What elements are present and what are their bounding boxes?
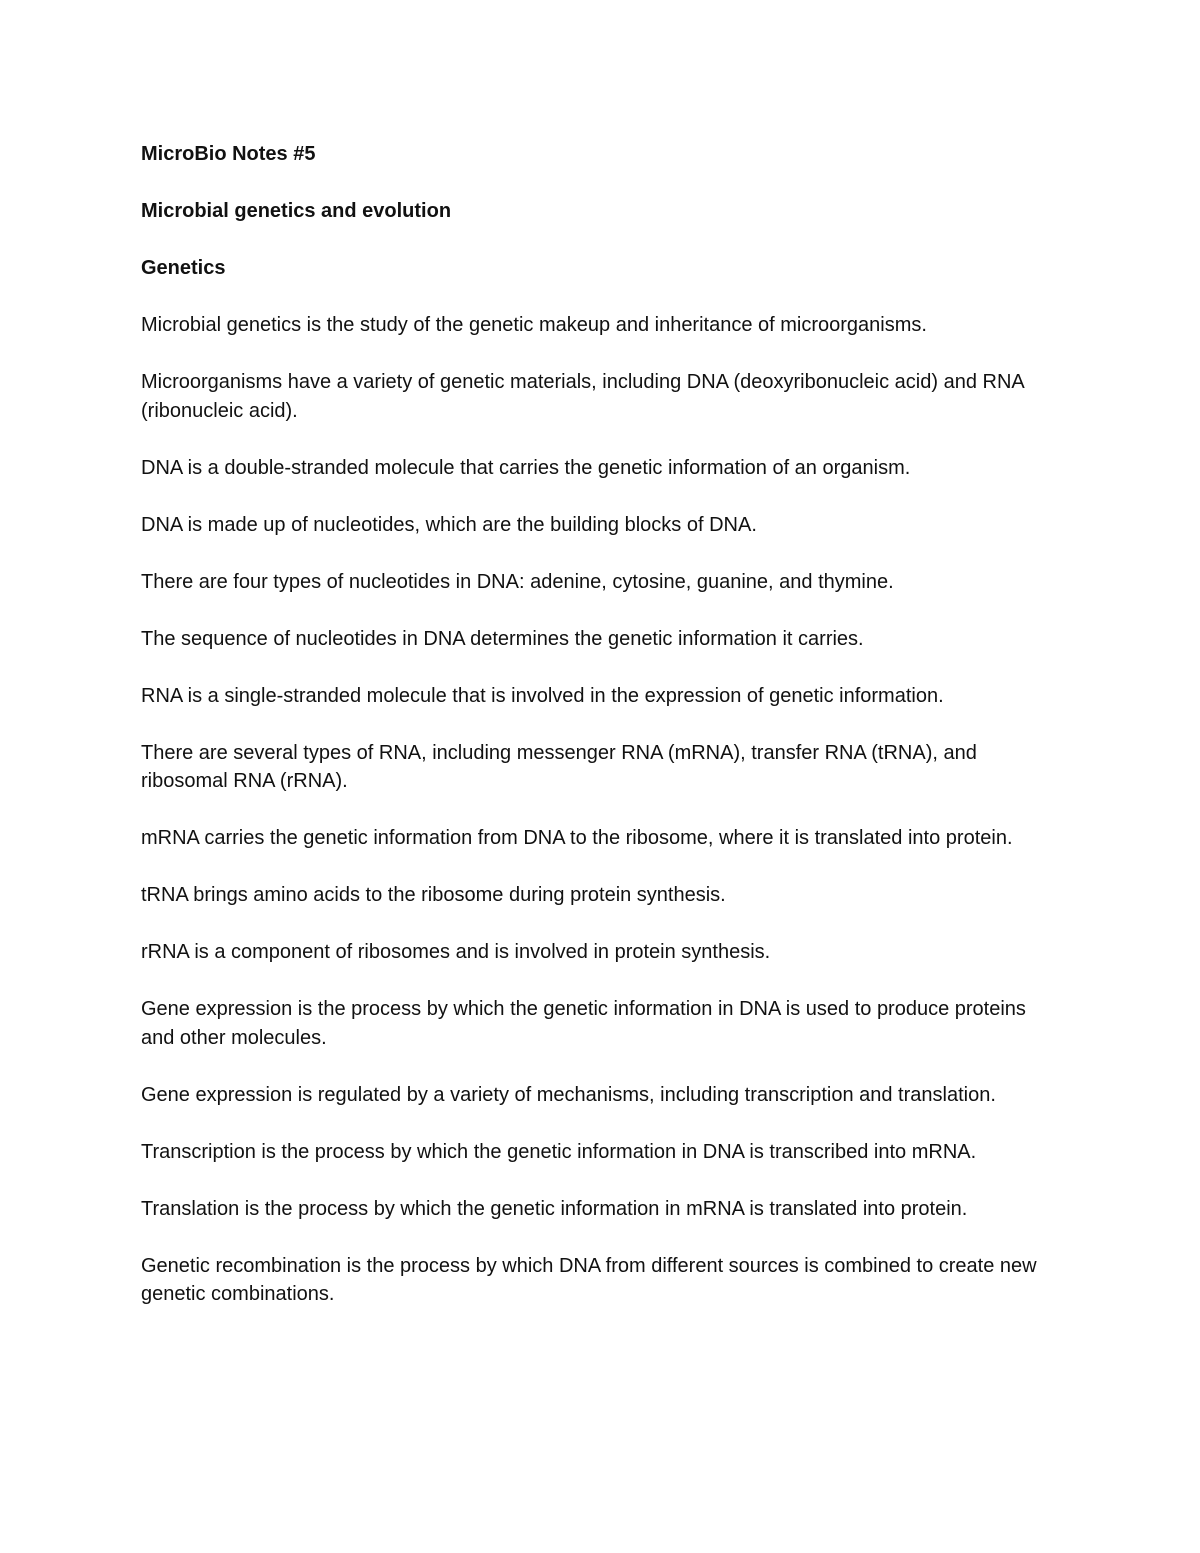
paragraph: The sequence of nucleotides in DNA determines the genetic information it carries. (141, 627, 864, 650)
paragraph: mRNA carries the genetic information from DNA to the ribosome, where it is translated into protein. (141, 827, 1013, 849)
document-body (141, 140, 1061, 1337)
paragraph: Translation is the process by which the genetic information in mRNA is translated into protein. (141, 1197, 968, 1220)
paragraph: Microorganisms have a variety of genetic materials, including DNA (deoxyribonucleic acid) and RNA (ribonucleic acid). (141, 371, 1024, 422)
paragraph: There are four types of nucleotides in DNA: adenine, cytosine, guanine, and thymine. (141, 570, 894, 593)
paragraph: tRNA brings amino acids to the ribosome during protein synthesis. (141, 884, 726, 906)
paragraph: Microbial genetics is the study of the genetic makeup and inheritance of microorganisms. (141, 314, 927, 336)
document-title: MicroBio Notes #5 (141, 143, 316, 165)
paragraph: Gene expression is the process by which the genetic information in DNA is used to produce proteins and other molecules. (141, 998, 1026, 1049)
section-heading: Genetics (141, 257, 226, 279)
paragraph: DNA is made up of nucleotides, which are the building blocks of DNA. (141, 513, 757, 536)
paragraph: RNA is a single-stranded molecule that is involved in the expression of genetic information. (141, 684, 944, 707)
paragraph: There are several types of RNA, including messenger RNA (mRNA), transfer RNA (tRNA), and ribosomal RNA (rRNA). (141, 741, 977, 792)
paragraph: Genetic recombination is the process by which DNA from different sources is combined to create new genetic combinations. (141, 1254, 1037, 1305)
paragraph: DNA is a double-stranded molecule that carries the genetic information of an organism. (141, 456, 911, 479)
document-subtitle: Microbial genetics and evolution (141, 200, 452, 222)
paragraph: Transcription is the process by which the genetic information in DNA is transcribed into mRNA. (141, 1140, 977, 1163)
paragraph: rRNA is a component of ribosomes and is involved in protein synthesis. (141, 941, 771, 963)
paragraph: Gene expression is regulated by a variety of mechanisms, including transcription and translation. (141, 1083, 996, 1106)
